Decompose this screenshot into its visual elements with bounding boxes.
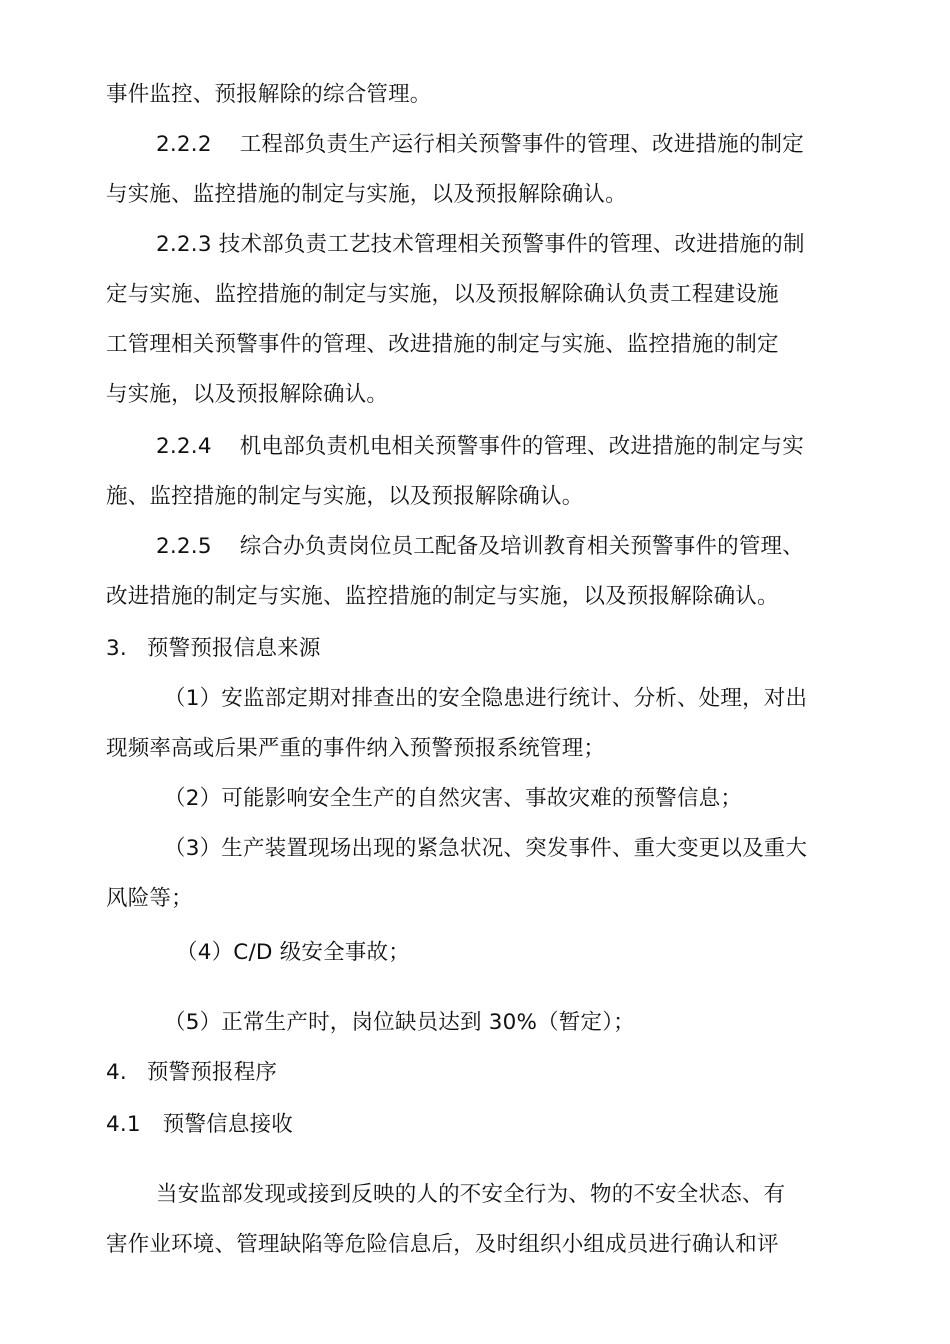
- text-line: 与实施、监控措施的制定与实施，以及预报解除确认。: [106, 182, 627, 207]
- text-line: 害作业环境、管理缺陷等危险信息后，及时组织小组成员进行确认和评: [106, 1232, 779, 1257]
- list-item-3: （3）生产装置现场出现的紧急状况、突发事件、重大变更以及重大: [164, 836, 808, 861]
- heading-4: 4. 预警预报程序: [106, 1060, 278, 1085]
- section-2-2-2: 2.2.2 工程部负责生产运行相关预警事件的管理、改进措施的制定: [156, 132, 804, 157]
- text-line: 现频率高或后果严重的事件纳入预警预报系统管理；: [106, 736, 606, 761]
- heading-3: 3. 预警预报信息来源: [106, 636, 321, 661]
- text-line: 事件监控、预报解除的综合管理。: [106, 82, 432, 107]
- heading-4-1: 4.1 预警信息接收: [106, 1112, 293, 1137]
- section-2-2-5: 2.2.5 综合办负责岗位员工配备及培训教育相关预警事件的管理、: [156, 534, 804, 559]
- list-item-4: （4）C/D 级安全事故；: [176, 940, 410, 965]
- list-item-1: （1）安监部定期对排查出的安全隐患进行统计、分析、处理，对出: [164, 686, 808, 711]
- text-line: 风险等；: [106, 886, 193, 911]
- text-line: 与实施，以及预报解除确认。: [106, 382, 389, 407]
- section-number: 2.2.2: [156, 132, 212, 157]
- text-line: 施、监控措施的制定与实施，以及预报解除确认。: [106, 484, 584, 509]
- paragraph-start: 当安监部发现或接到反映的人的不安全行为、物的不安全状态、有: [156, 1182, 786, 1207]
- section-2-2-3: 2.2.3 技术部负责工艺技术管理相关预警事件的管理、改进措施的制: [156, 232, 805, 257]
- text-line: 工管理相关预警事件的管理、改进措施的制定与实施、监控措施的制定: [106, 332, 779, 357]
- text-line: 改进措施的制定与实施、监控措施的制定与实施，以及预报解除确认。: [106, 584, 779, 609]
- section-2-2-4: 2.2.4 机电部负责机电相关预警事件的管理、改进措施的制定与实: [156, 434, 804, 459]
- list-item-2: （2）可能影响安全生产的自然灾害、事故灾难的预警信息；: [164, 786, 743, 811]
- section-number: 2.2.5: [156, 534, 212, 559]
- section-number: 2.2.4: [156, 434, 212, 459]
- list-item-5: （5）正常生产时，岗位缺员达到 30%（暂定）；: [164, 1010, 635, 1035]
- text-line: 定与实施、监控措施的制定与实施，以及预报解除确认负责工程建设施: [106, 282, 779, 307]
